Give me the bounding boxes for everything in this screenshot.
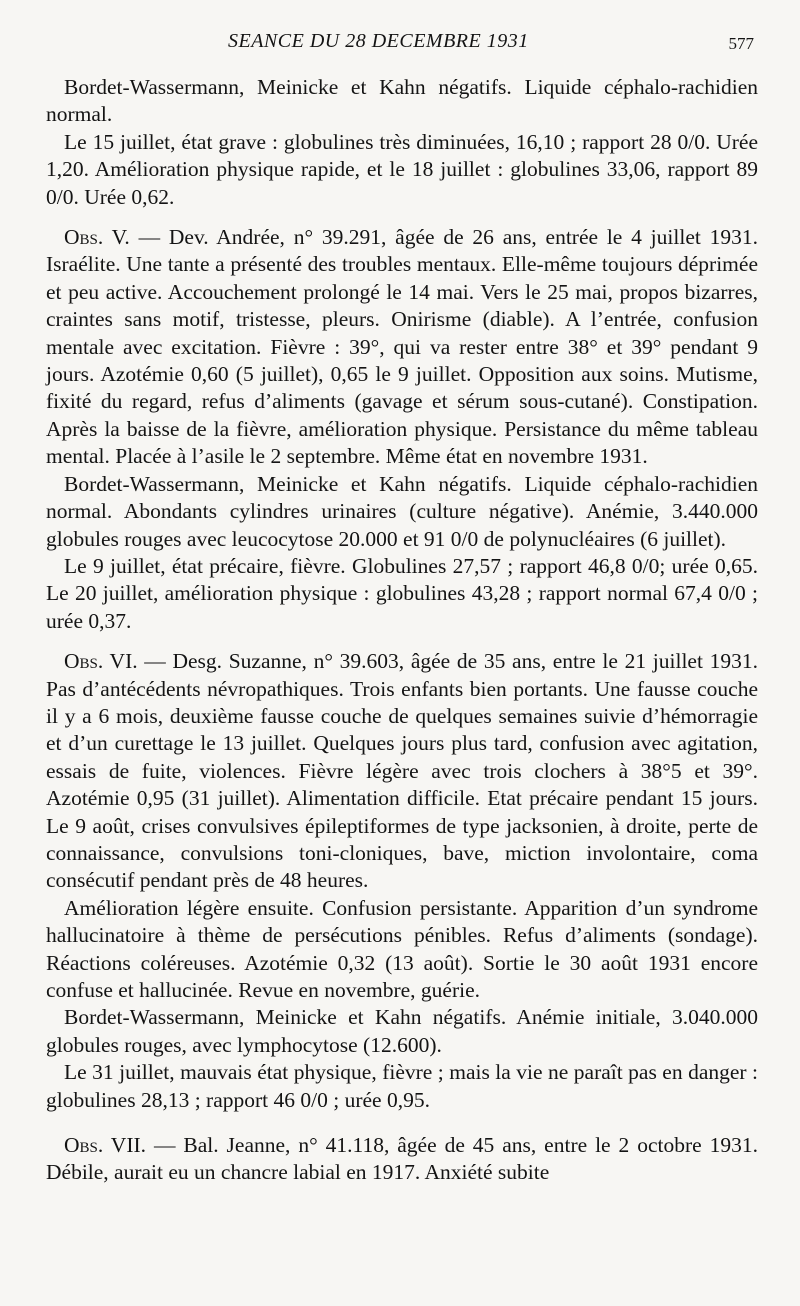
running-title: SEANCE DU 28 DECEMBRE 1931 [228, 30, 529, 52]
paragraph-july-9: Le 9 juillet, état précaire, fièvre. Globulines 27,57 ; rapport 46,8 0/0; urée 0,65. Le 20 juillet, amélioration physique : globulines 43,28 ; rapport normal 67,4 0/0 ; urée 0,37. [46, 553, 758, 633]
paragraph-serology-1: Bordet-Wassermann, Meinicke et Kahn négatifs. Liquide céphalo-rachidien normal. [46, 75, 758, 127]
paragraph-serology-3: Bordet-Wassermann, Meinicke et Kahn négatifs. Anémie initiale, 3.040.000 globules rouges, avec lymphocytose (12.600). [46, 1005, 758, 1057]
paragraph-obs-vii: Obs. VII. — Bal. Jeanne, n° 41.118, âgée de 45 ans, entre le 2 octobre 1931. Débile, aurait eu un chancre labial en 1917. Anxiété subite [46, 1133, 758, 1185]
page-number: 577 [728, 34, 754, 53]
paragraph-obs-v: Obs. V. — Dev. Andrée, n° 39.291, âgée de 26 ans, entrée le 4 juillet 1931. Israélite. Une tante a présenté des troubles mentaux. Elle-même toujours déprimée et peu active. Accouchement prolongé le 14 mai. Vers le 25 mai, propos bizarres, craintes sans motif, tristesse, pleurs. Onirisme (diable). A l’entrée, confusion mentale avec excitation. Fièvre : 39°, qui va rester entre 38° et 39° pendant 9 jours. Azotémie 0,60 (5 juillet), 0,65 le 9 juillet. Opposition aux soins. Mutisme, fixité du regard, refus d’aliments (gavage et sérum sous-cutané). Constipation. Après la baisse de la fièvre, amélioration physique. Persistance du même tableau mental. Placée à l’asile le 2 septembre. Même état en novembre 1931. [46, 225, 759, 469]
obs-vi-label: Obs. VI. [64, 649, 138, 674]
paragraph-july-31: Le 31 juillet, mauvais état physique, fièvre ; mais la vie ne paraît pas en danger : globulines 28,13 ; rapport 46 0/0 ; urée 0,95. [46, 1060, 758, 1112]
paragraph-improvement: Amélioration légère ensuite. Confusion persistante. Apparition d’un syndrome hallucinatoire à thème de persécutions pénibles. Refus d’aliments (sondage). Réactions coléreuses. Azotémie 0,32 (13 août). Sortie le 30 août 1931 encore confuse et hallucinée. Revue en novembre, guérie. [46, 895, 758, 1002]
body-text [46, 74, 758, 1187]
paragraph-serology-2: Bordet-Wassermann, Meinicke et Kahn négatifs. Liquide céphalo-rachidien normal. Abondants cylindres urinaires (culture négative). Anémie, 3.440.000 globules rouges avec leucocytose 20.000 et 91 0/0 de polynucléaires (6 juillet). [46, 471, 758, 551]
obs-vii-label: Obs. VII. [64, 1133, 147, 1158]
obs-v-label: Obs. V. [64, 225, 130, 250]
page-header [0, 30, 800, 60]
paragraph-july-15: Le 15 juillet, état grave : globulines très diminuées, 16,10 ; rapport 28 0/0. Urée 1,20. Amélioration physique rapide, et le 18 juillet : globulines 33,06, rapport 89 0/0. Urée 0,62. [46, 129, 758, 209]
paragraph-obs-vi: Obs. VI. — Desg. Suzanne, n° 39.603, âgée de 35 ans, entre le 21 juillet 1931. Pas d’antécédents névropathiques. Trois enfants bien portants. Une fausse couche il y a 6 mois, deuxième fausse couche de quelques semaines suivie d’hémorragie et d’un curettage le 13 juillet. Quelques jours plus tard, confusion avec agitation, essais de fuite, violences. Fièvre légère avec trois clochers à 38°5 et 39°. Azotémie 0,95 (31 juillet). Alimentation difficile. Etat précaire pendant 15 jours. Le 9 août, crises convulsives épileptiformes de type jacksonien, à droite, perte de connaissance, convulsions toni-cloniques, bave, miction involontaire, coma consécutif pendant près de 48 heures. [46, 649, 758, 893]
